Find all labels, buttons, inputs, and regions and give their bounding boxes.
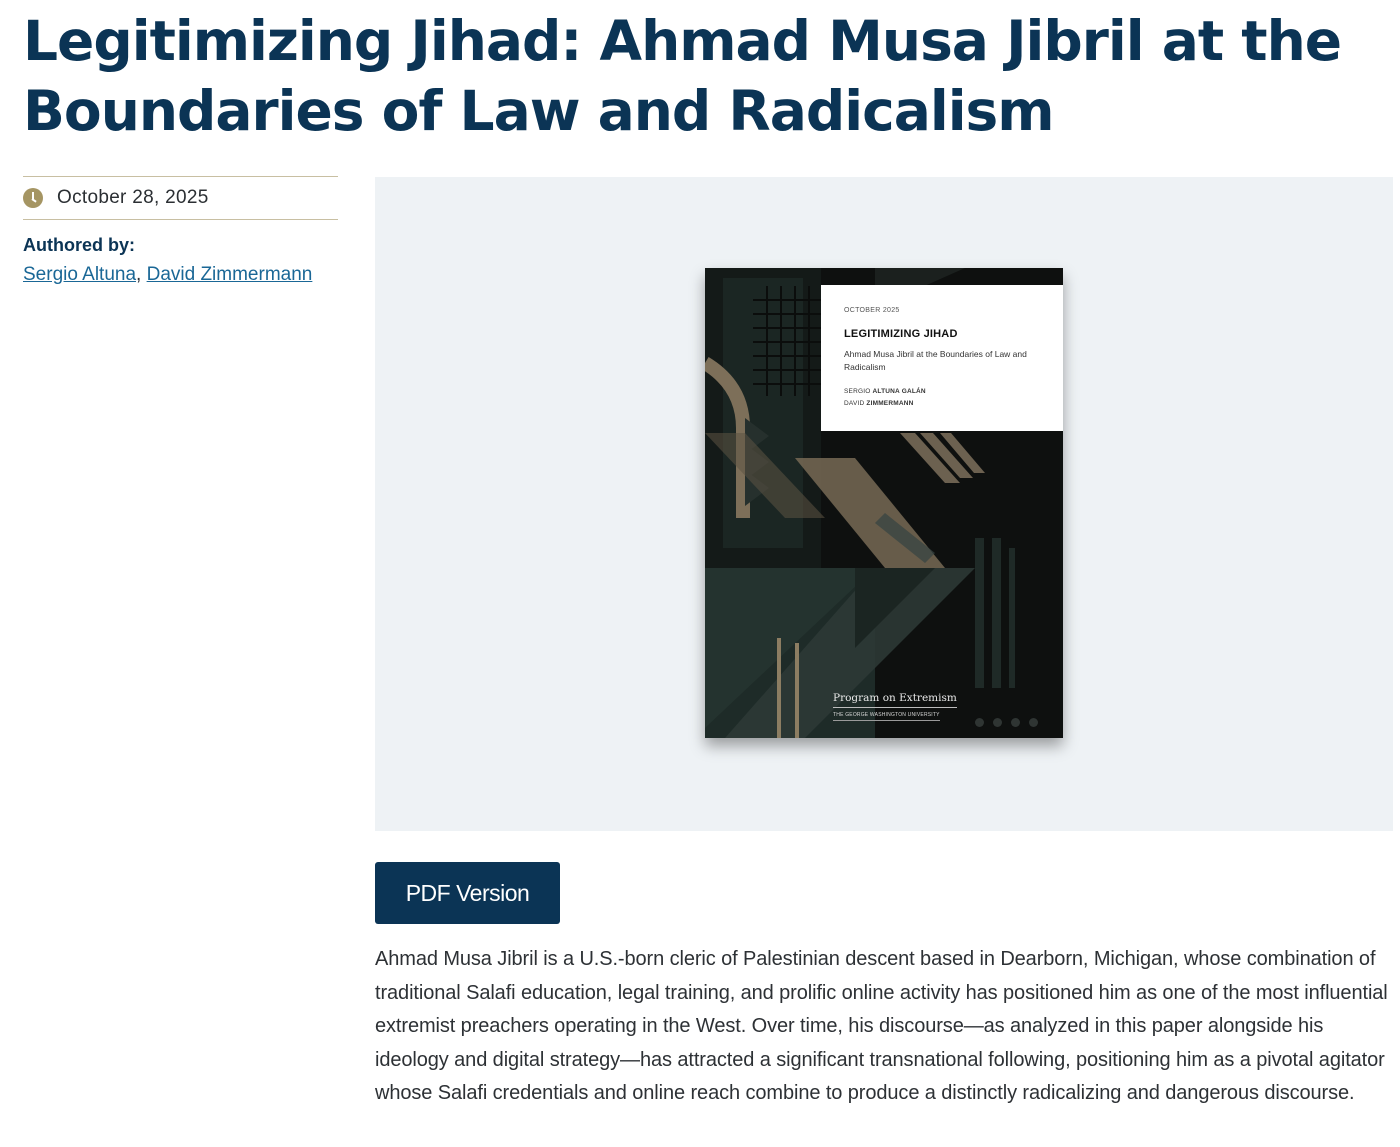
clock-icon [23,188,43,208]
page-title: Legitimizing Jihad: Ahmad Musa Jibril at the Boundaries of Law and Radicalism [23,9,1342,143]
cover-author-1-last: ALTUNA GALÁN [872,388,926,395]
cover-author-2-first: DAVID [844,400,865,407]
cover-brand: Program on Extremism [833,692,957,708]
cover-author-2-last: ZIMMERMANN [866,400,914,407]
cover-dot [975,718,984,727]
hero-image-area [375,177,1393,831]
article-meta [23,176,338,286]
cover-author-1-first: SERGIO [844,388,871,395]
report-cover-image[interactable] [705,268,1063,738]
cover-authors [844,386,1045,410]
cover-date: OCTOBER 2025 [844,307,900,314]
cover-university: THE GEORGE WASHINGTON UNIVERSITY [833,712,940,721]
pdf-version-button[interactable]: PDF Version [375,862,560,924]
cover-title: LEGITIMIZING JIHAD [844,328,958,340]
author-link-sergio-altuna[interactable]: Sergio Altuna [23,264,137,285]
author-list [23,264,338,286]
article-abstract: Ahmad Musa Jibril is a U.S.-born cleric of Palestinian descent based in Dearborn, Michigan, whose combination of traditional Salafi education, legal training, and prolific online activity has positioned him as one of the most influential extremist preachers operating in the West. Over time, his discourse—as analyzed in this paper alongside his ideology and digital strategy—has attracted a significant transnational following, positioning him as a pivotal agitator whose Salafi credentials and online reach combine to produce a distinctly radicalizing and dangerous discourse. [375,948,1388,1104]
author-link-david-zimmermann[interactable]: David Zimmermann [146,264,313,285]
cover-title-card [821,285,1063,431]
cover-dot [1011,718,1020,727]
cover-dot [1029,718,1038,727]
cover-dots [975,718,1038,727]
publish-date: October 28, 2025 [57,187,209,208]
authored-by-label: Authored by: [23,235,135,255]
cover-subtitle: Ahmad Musa Jibril at the Boundaries of Law and Radicalism [844,349,1027,372]
cover-author-2 [844,398,1045,410]
author-separator: , [136,264,147,285]
cover-author-1 [844,386,1045,398]
cover-dot [993,718,1002,727]
date-row [23,176,338,220]
